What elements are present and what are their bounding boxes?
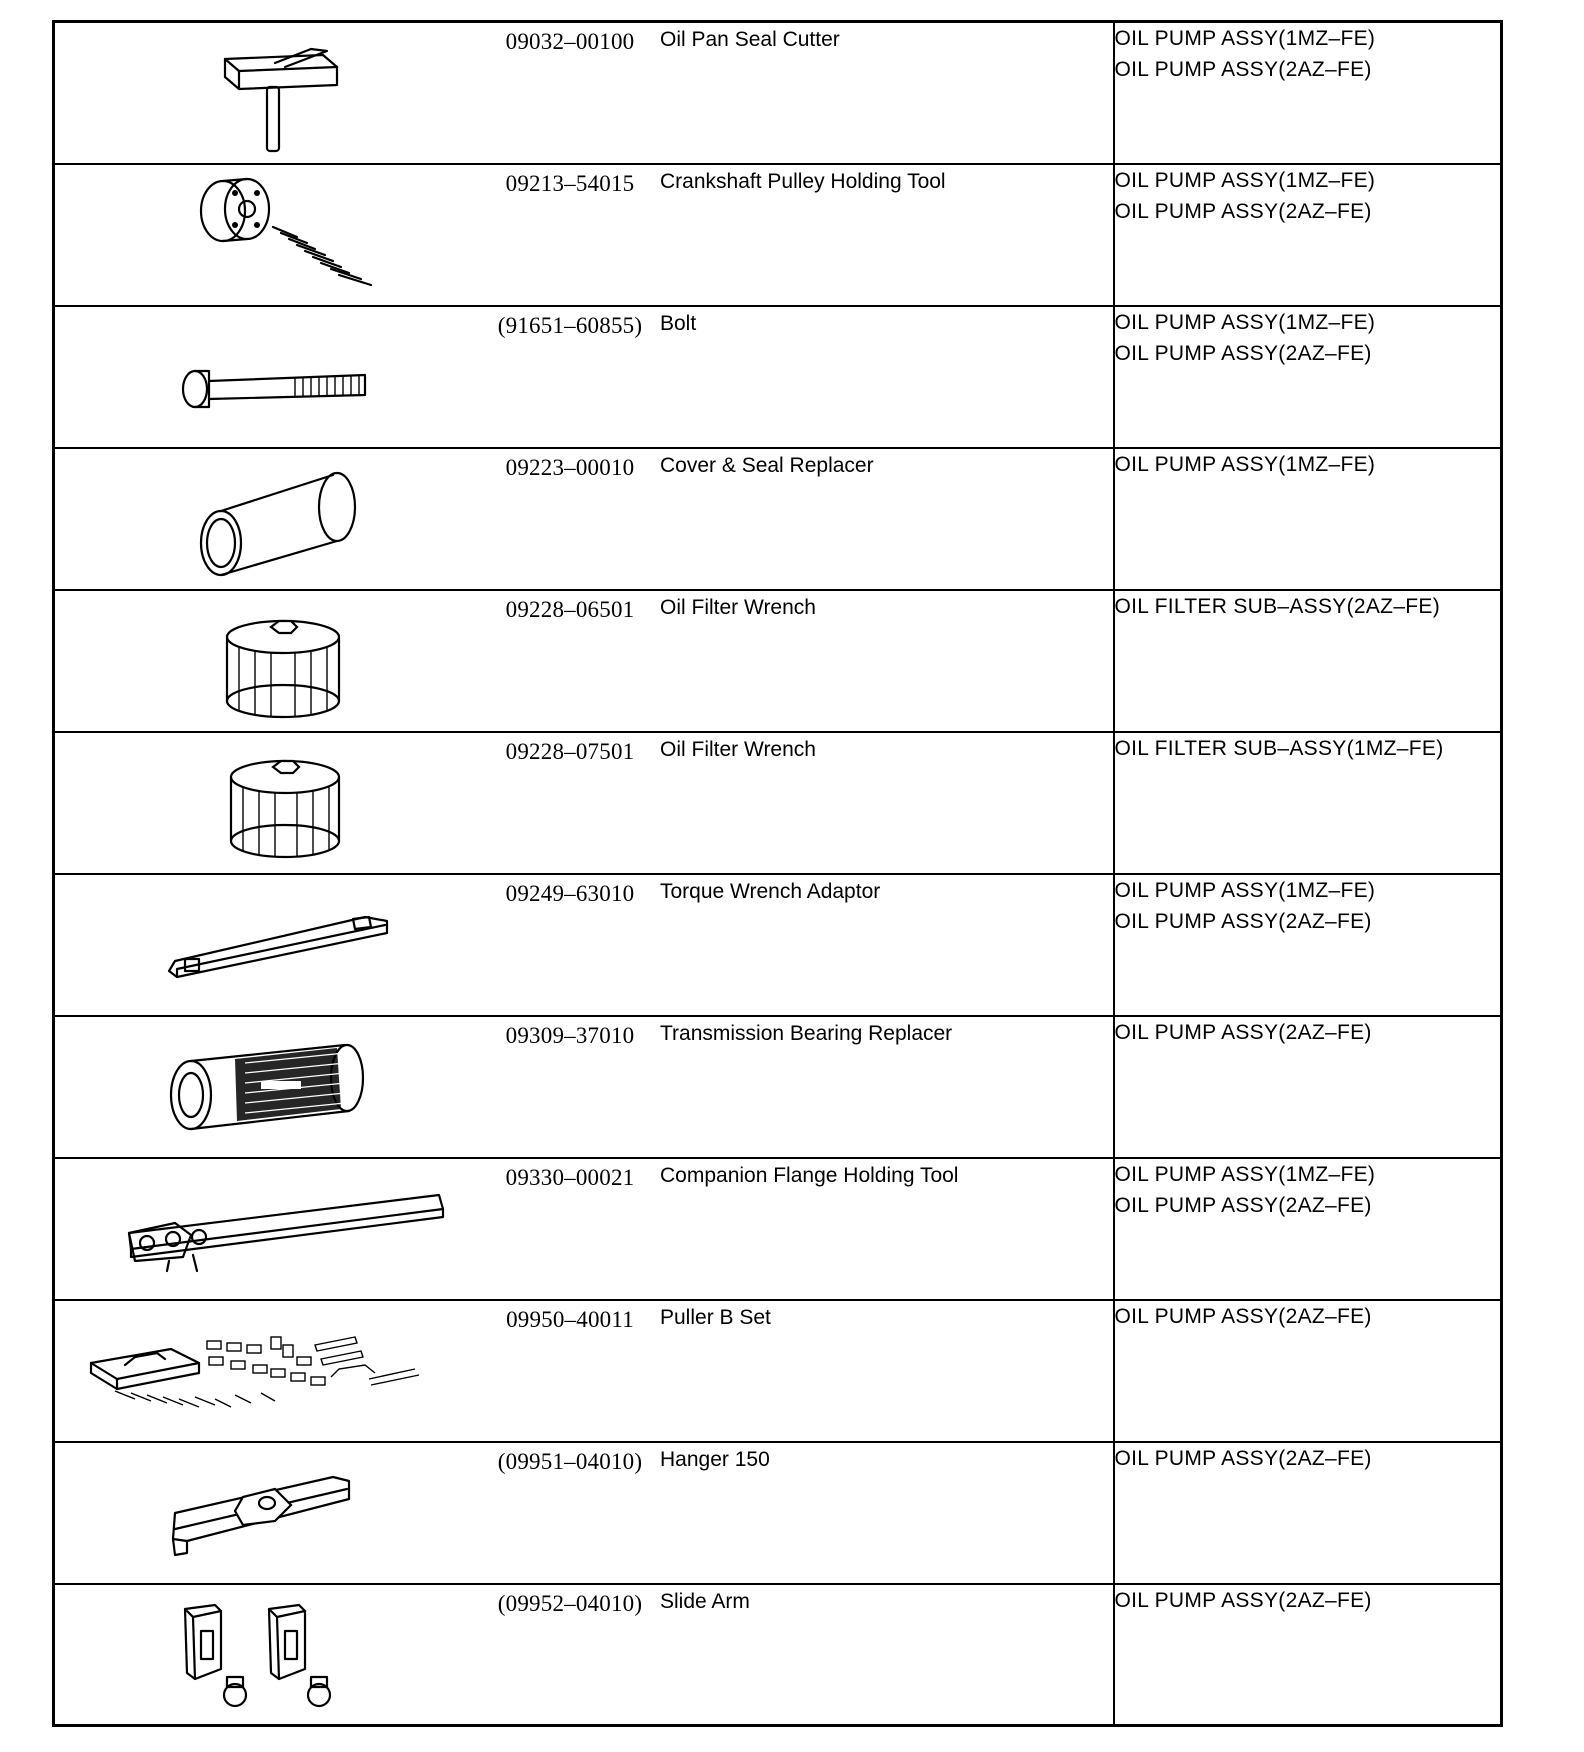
tool-cell bbox=[54, 874, 1114, 1016]
part-number: 09249–63010 bbox=[505, 880, 635, 906]
oil-pan-seal-cutter-icon bbox=[75, 29, 495, 157]
usage-line: OIL PUMP ASSY(2AZ–FE) bbox=[1114, 1304, 1372, 1328]
hanger-icon bbox=[75, 1449, 495, 1577]
slide-arm-icon bbox=[75, 1591, 495, 1719]
usage-cell bbox=[1114, 1442, 1502, 1584]
cover-seal-replacer-icon bbox=[75, 455, 495, 583]
usage-cell bbox=[1114, 448, 1502, 590]
crankshaft-pulley-holding-tool-icon bbox=[75, 171, 495, 299]
tool-name: Oil Pan Seal Cutter bbox=[660, 28, 840, 51]
usage-line: OIL PUMP ASSY(1MZ–FE) bbox=[1114, 878, 1376, 902]
part-number: 09228–06501 bbox=[505, 596, 635, 622]
transmission-bearing-replacer-icon bbox=[75, 1023, 495, 1151]
tool-cell bbox=[54, 1442, 1114, 1584]
tool-cell bbox=[54, 448, 1114, 590]
tool-cell bbox=[54, 1158, 1114, 1300]
special-service-tools-table bbox=[52, 20, 1503, 1727]
part-number: 09032–00100 bbox=[505, 29, 635, 54]
part-number: 09228–07501 bbox=[505, 738, 635, 764]
usage-cell bbox=[1114, 1158, 1502, 1300]
usage-cell bbox=[1114, 874, 1502, 1016]
tool-cell bbox=[54, 22, 1114, 164]
usage-line: OIL PUMP ASSY(1MZ–FE) bbox=[1114, 452, 1376, 476]
oil-filter-wrench-icon bbox=[75, 739, 495, 867]
tool-name: Puller B Set bbox=[660, 1305, 771, 1329]
companion-flange-holding-tool-icon bbox=[75, 1165, 495, 1293]
part-number: (09952–04010) bbox=[497, 1590, 643, 1616]
usage-line: OIL PUMP ASSY(2AZ–FE) bbox=[1114, 909, 1372, 933]
torque-wrench-adaptor-icon bbox=[75, 881, 495, 1009]
usage-line: OIL PUMP ASSY(2AZ–FE) bbox=[1114, 1020, 1372, 1044]
tool-name: Crankshaft Pulley Holding Tool bbox=[660, 169, 946, 193]
table-row bbox=[54, 1016, 1502, 1158]
usage-cell bbox=[1114, 1016, 1502, 1158]
usage-line: OIL FILTER SUB–ASSY(2AZ–FE) bbox=[1114, 594, 1441, 618]
tool-cell bbox=[54, 1584, 1114, 1726]
table-row bbox=[54, 448, 1502, 590]
usage-line: OIL FILTER SUB–ASSY(1MZ–FE) bbox=[1114, 736, 1444, 760]
tool-name: Slide Arm bbox=[660, 1589, 750, 1613]
table-row bbox=[54, 874, 1502, 1016]
part-number: 09330–00021 bbox=[505, 1164, 635, 1190]
tool-name: Companion Flange Holding Tool bbox=[660, 1163, 959, 1187]
tool-name: Oil Filter Wrench bbox=[660, 595, 816, 619]
part-number: 09223–00010 bbox=[505, 454, 635, 480]
usage-cell bbox=[1114, 1584, 1502, 1726]
usage-line: OIL PUMP ASSY(2AZ–FE) bbox=[1114, 199, 1372, 223]
tool-name: Torque Wrench Adaptor bbox=[660, 879, 881, 903]
oil-filter-wrench-icon bbox=[75, 597, 495, 725]
usage-line: OIL PUMP ASSY(1MZ–FE) bbox=[1114, 168, 1376, 192]
usage-line: OIL PUMP ASSY(2AZ–FE) bbox=[1114, 1588, 1372, 1612]
table-row bbox=[54, 22, 1502, 164]
part-number: (09951–04010) bbox=[497, 1448, 643, 1474]
part-number: (91651–60855) bbox=[497, 312, 643, 338]
part-number: 09309–37010 bbox=[505, 1022, 635, 1048]
table-row bbox=[54, 1584, 1502, 1726]
table-row bbox=[54, 1158, 1502, 1300]
tool-cell bbox=[54, 164, 1114, 306]
table-row bbox=[54, 306, 1502, 448]
part-number: 09950–40011 bbox=[506, 1306, 634, 1332]
table-row bbox=[54, 164, 1502, 306]
tool-name: Transmission Bearing Replacer bbox=[660, 1021, 953, 1045]
tool-cell bbox=[54, 732, 1114, 874]
usage-cell bbox=[1114, 732, 1502, 874]
table-row bbox=[54, 1300, 1502, 1442]
usage-line: OIL PUMP ASSY(2AZ–FE) bbox=[1114, 1446, 1372, 1470]
usage-line: OIL PUMP ASSY(1MZ–FE) bbox=[1114, 310, 1376, 334]
usage-cell bbox=[1114, 22, 1502, 164]
usage-line: OIL PUMP ASSY(2AZ–FE) bbox=[1114, 1193, 1372, 1217]
tool-name: Hanger 150 bbox=[660, 1447, 770, 1471]
tool-name: Cover & Seal Replacer bbox=[660, 453, 874, 477]
puller-b-set-icon bbox=[75, 1307, 495, 1435]
usage-line: OIL PUMP ASSY(2AZ–FE) bbox=[1114, 58, 1372, 81]
usage-cell bbox=[1114, 164, 1502, 306]
usage-cell bbox=[1114, 306, 1502, 448]
table-row bbox=[54, 590, 1502, 732]
usage-cell bbox=[1114, 1300, 1502, 1442]
part-number: 09213–54015 bbox=[505, 170, 635, 196]
usage-line: OIL PUMP ASSY(1MZ–FE) bbox=[1114, 1162, 1376, 1186]
table-row bbox=[54, 1442, 1502, 1584]
tool-cell bbox=[54, 306, 1114, 448]
tool-cell bbox=[54, 1300, 1114, 1442]
tool-name: Oil Filter Wrench bbox=[660, 737, 816, 761]
tool-name: Bolt bbox=[660, 311, 697, 335]
usage-cell bbox=[1114, 590, 1502, 732]
bolt-icon bbox=[75, 313, 495, 441]
table-row bbox=[54, 732, 1502, 874]
tool-cell bbox=[54, 1016, 1114, 1158]
usage-line: OIL PUMP ASSY(2AZ–FE) bbox=[1114, 341, 1372, 365]
usage-line: OIL PUMP ASSY(1MZ–FE) bbox=[1114, 27, 1376, 50]
tool-cell bbox=[54, 590, 1114, 732]
